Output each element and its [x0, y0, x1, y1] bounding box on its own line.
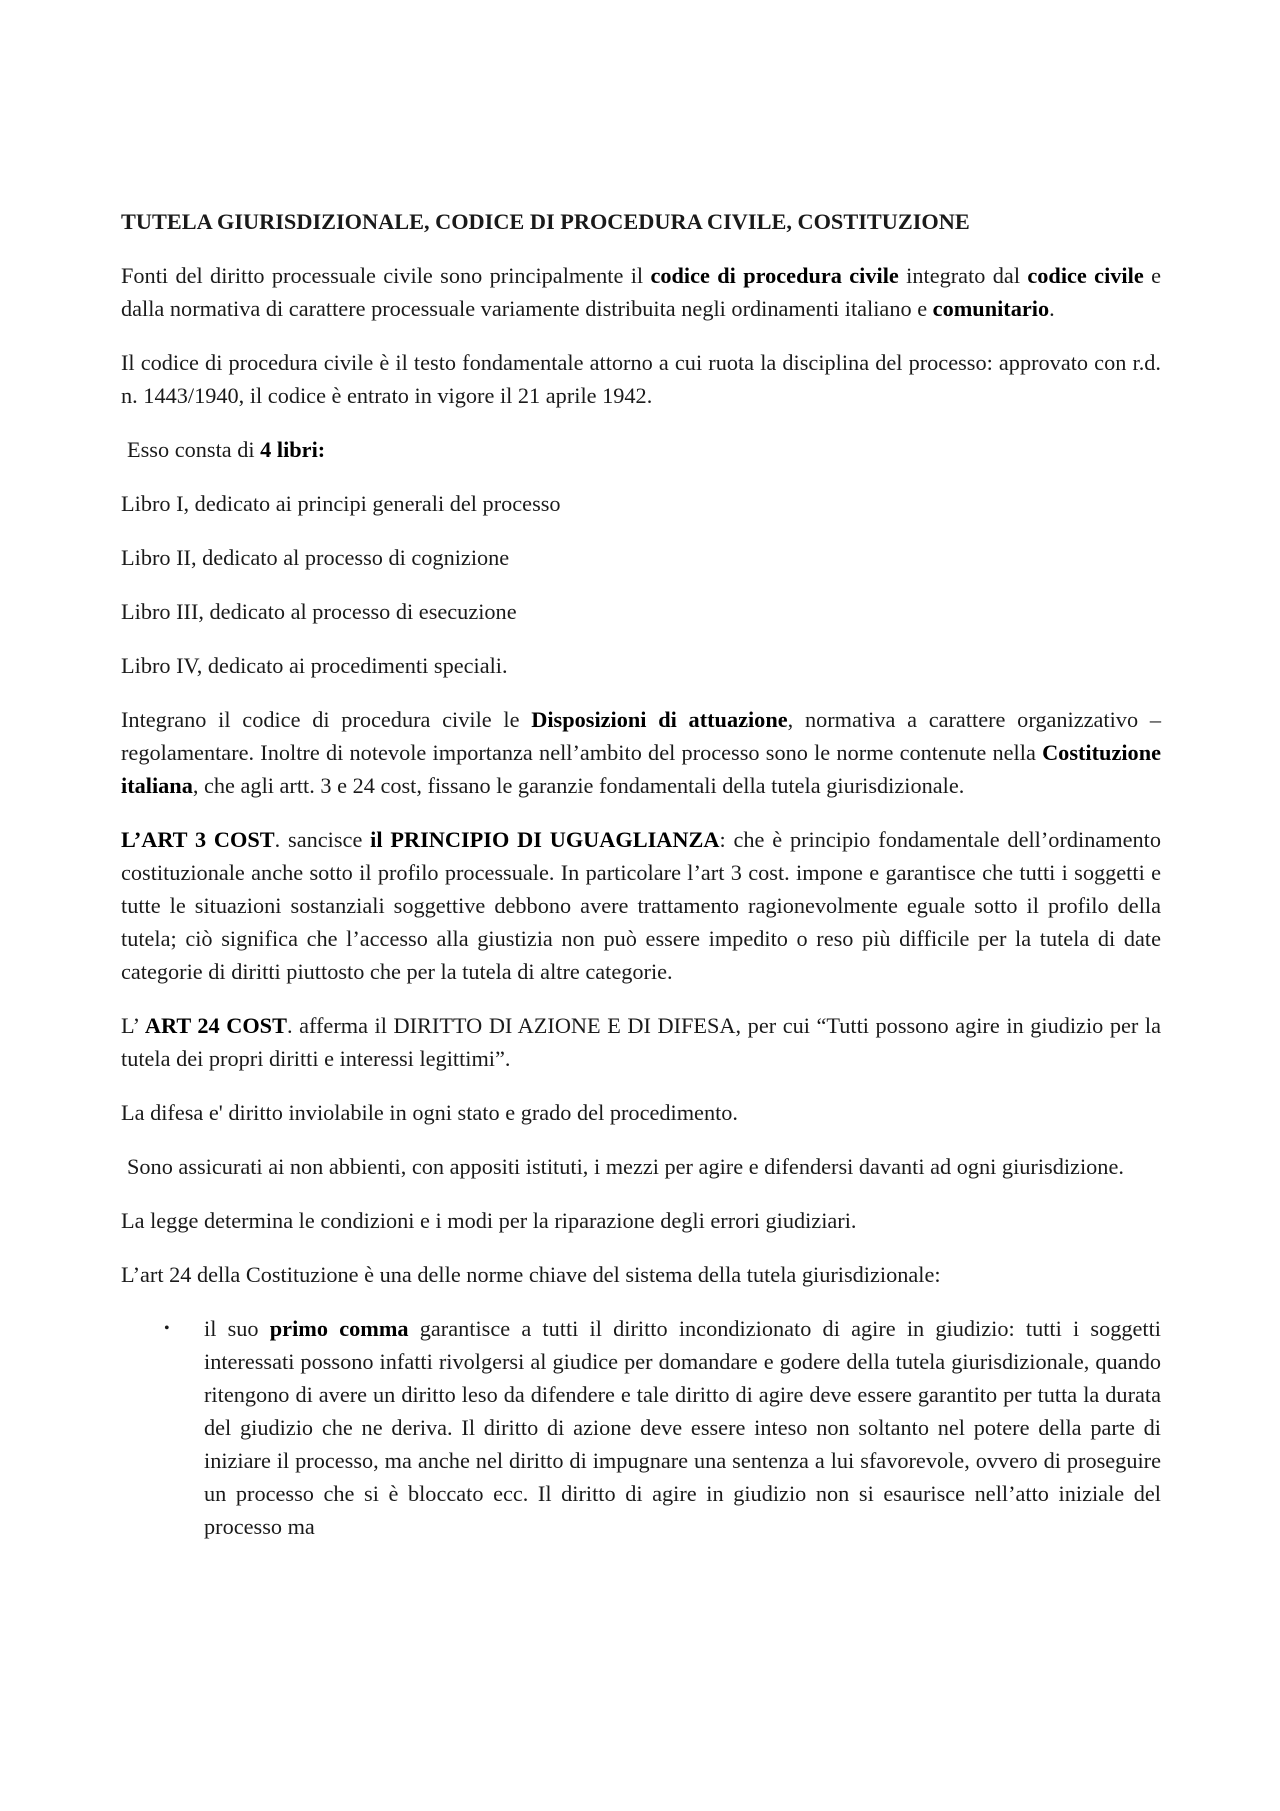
paragraph-art3 — [121, 823, 1161, 988]
text-span: Esso consta di — [127, 437, 261, 462]
bullet-icon: • — [164, 1320, 170, 1337]
bold-span: codice di procedura civile — [650, 263, 899, 288]
bold-span: comunitario — [932, 296, 1050, 321]
text-span: , normativa a carattere organizzativo – regolamentare. Inoltre di notevole importanza nell’ambito del processo sono le norme contenute nella — [121, 707, 1161, 765]
text-span: Fonti del diritto processuale civile sono principalmente il — [121, 263, 651, 288]
text-span: , che agli artt. 3 e 24 cost, fissano le garanzie fondamentali della tutela giurisdizionale. — [192, 773, 965, 798]
paragraph-codice: Il codice di procedura civile è il testo fondamentale attorno a cui ruota la disciplina del processo: approvato con r.d. n. 1443/1940, il codice è entrato in vigore il 21 aprile 1942. — [121, 350, 1161, 408]
text-span: il suo — [204, 1316, 270, 1341]
libro-item: Libro III, dedicato al processo di esecuzione — [121, 599, 517, 624]
paragraph-non-abbienti: Sono assicurati ai non abbienti, con appositi istituti, i mezzi per agire e difendersi davanti ad ogni giurisdizione. — [127, 1154, 1124, 1179]
text-span: . afferma il DIRITTO DI AZIONE E DI DIFESA, per cui “Tutti possono agire in giudizio per la tutela dei propri diritti e interessi legittimi”. — [121, 1013, 1161, 1071]
document-page — [121, 205, 1161, 1543]
paragraph-art24 — [121, 1009, 1161, 1075]
bold-span: 4 libri: — [260, 437, 326, 462]
text-span: . — [1049, 296, 1055, 321]
text-span: garantisce a tutti il diritto incondizionato di agire in giudizio: tutti i soggetti interessati possono infatti rivolgersi al giudice per domandare e godere della tutela giurisdizionale, quando ritengono di avere un diritto leso da difendere e tale diritto di agire deve essere garantito per tutta la durata del giudizio che ne deriva. Il diritto di azione deve essere inteso non soltanto nel potere della parte di iniziare il processo, ma anche nel diritto di impugnare una sentenza a lui sfavorevole, ovvero di proseguire un processo che si è bloccato ecc. Il diritto di agire in giudizio non si esaurisce nell’atto iniziale del processo ma — [204, 1316, 1162, 1539]
bold-span: codice civile — [1027, 263, 1144, 288]
bold-span: ART 24 COST — [144, 1013, 287, 1038]
bold-span: Costituzione italiana — [121, 740, 1161, 798]
text-span: . sancisce — [274, 827, 371, 852]
paragraph-disposizioni — [121, 703, 1161, 802]
text-span: e dalla normativa di carattere processuale variamente distribuita negli ordinamenti italiano e — [121, 263, 1161, 321]
paragraph-norme-chiave: L’art 24 della Costituzione è una delle norme chiave del sistema della tutela giurisdizionale: — [121, 1262, 941, 1287]
bold-span: il PRINCIPIO DI UGUAGLIANZA — [370, 827, 720, 852]
bold-span: Disposizioni di attuazione — [531, 707, 788, 732]
bold-span: primo comma — [269, 1316, 409, 1341]
text-span: integrato dal — [898, 263, 1028, 288]
paragraph-fonti — [121, 259, 1161, 325]
document-title: TUTELA GIURISDIZIONALE, CODICE DI PROCEDURA CIVILE, COSTITUZIONE — [121, 209, 970, 234]
text-span: : che è principio fondamentale dell’ordinamento costituzionale anche sotto il profilo processuale. In particolare l’art 3 cost. impone e garantisce che tutti i soggetti e tutte le situazioni sostanziali soggettive debbono avere trattamento ragionevolmente eguale sotto il profilo della tutela; ciò significa che l’accesso alla giustizia non può essere impedito o reso più difficile per la tutela di date categorie di diritti piuttosto che per la tutela di altre categorie. — [121, 827, 1161, 984]
list-item — [121, 1312, 1161, 1543]
text-span: L’ — [121, 1013, 145, 1038]
paragraph-difesa: La difesa e' diritto inviolabile in ogni stato e grado del procedimento. — [121, 1100, 739, 1125]
libro-item: Libro I, dedicato ai principi generali del processo — [121, 491, 561, 516]
text-span: Integrano il codice di procedura civile le — [121, 707, 532, 732]
bullet-list — [121, 1312, 1161, 1543]
libro-item: Libro II, dedicato al processo di cognizione — [121, 545, 510, 570]
libro-item: Libro IV, dedicato ai procedimenti speciali. — [121, 653, 508, 678]
paragraph-libri-intro — [121, 433, 1161, 466]
bold-span: L’ART 3 COST — [121, 827, 275, 852]
paragraph-errori: La legge determina le condizioni e i modi per la riparazione degli errori giudiziari. — [121, 1208, 857, 1233]
